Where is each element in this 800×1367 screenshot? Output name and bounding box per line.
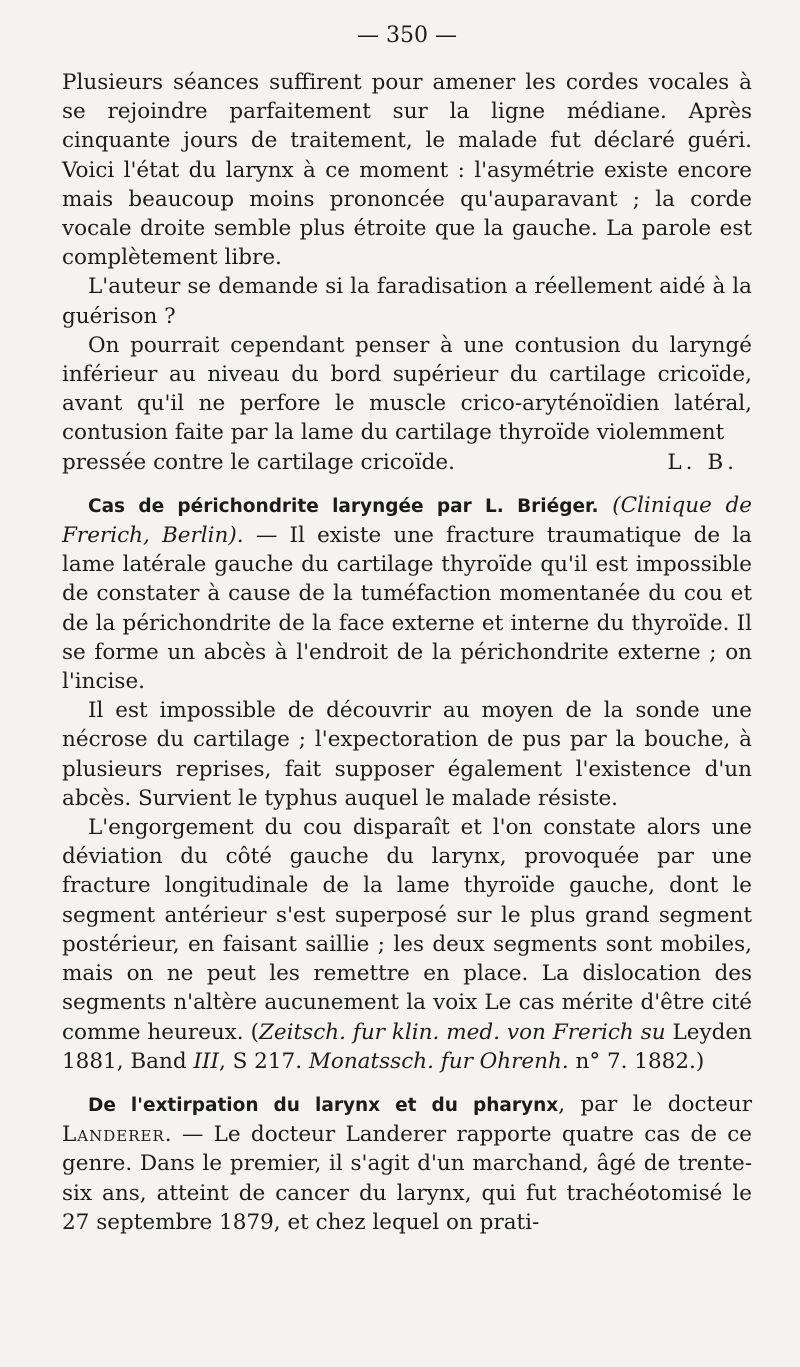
section-3-heading: De l'extirpation du larynx et du pharynx (88, 1094, 559, 1116)
section-2-paragraph-2: Il est impossible de découvrir au moyen de la sonde une nécrose du cartilage ; l'expectoration de pus par la bouche, à plusieurs reprises, fait supposer également l'existence d'un abcès. Survient le typhus auquel le malade résiste. (62, 698, 752, 811)
reference-volume: III (193, 1048, 219, 1074)
section-2-paragraph-3 (62, 813, 752, 1076)
reference-journal-1: Zeitsch. fur klin. med. von Frerich su (258, 1019, 666, 1045)
paragraph-2: L'auteur se demande si la faradisation a réellement aidé à la guérison ? (62, 274, 752, 329)
paragraph-3-text: On pourrait cependant penser à une contusion du laryngé inférieur au niveau du bord supérieur du cartilage cricoïde, avant qu'il ne perfore le muscle crico-aryténoïdien latéral, contusion faite par la lame du cartilage thyroïde violemment (62, 332, 752, 446)
page-number: — 350 — (357, 23, 457, 48)
paragraph-1: Plusieurs séances suffirent pour amener les cordes vocales à se rejoindre parfaitement sur la ligne médiane. Après cinquante jours de traitement, le malade fut déclaré guéri. Voici l'état du larynx à ce moment : l'asymétrie existe encore mais beaucoup moins prononcée qu'auparavant ; la corde vocale droite semble plus étroite que la gauche. La parole est complètement libre. (62, 70, 752, 271)
reference-part-4: , S 217. (218, 1048, 309, 1074)
section-2-intro (62, 491, 752, 696)
reference-part-2: Leyden 1881, Band (62, 1019, 752, 1074)
section-2-source: (Clinique de Frerich, Berlin). (62, 492, 753, 549)
section-2-heading: Cas de périchondrite laryngée par L. Briéger. (88, 495, 599, 517)
reference-journal-2: Monatssch. fur Ohrenh. (308, 1048, 569, 1074)
section-gap-2 (62, 1076, 752, 1090)
paragraph-3-last-line (62, 448, 752, 477)
reference-part-6: n° 7. 1882.) (568, 1048, 705, 1074)
section-3-intro (62, 1090, 752, 1237)
section-3-author: Landerer (62, 1122, 165, 1148)
section-3-author-prefix: , par le docteur (558, 1091, 752, 1117)
section-gap (62, 477, 752, 491)
paragraph-3 (62, 331, 752, 448)
section-2-text: — Il existe une fracture traumatique de la lame latérale gauche du cartilage thyroïde qu'il est impossible de constater à cause de la tuméfaction momentanée du cou et de la périchondrite de la face externe et interne du thyroïde. Il se forme un abcès à l'endroit de la périchondrite externe ; on l'incise. (62, 523, 752, 695)
section-2-paragraph-3-text: L'engorgement du cou disparaît et l'on constate alors une déviation du côté gauche du larynx, provoquée par une fracture longitudinale de la lame thyroïde gauche, dont le segment antérieur s'est superposé sur le plus grand segment postérieur, en faisant saillie ; les deux segments sont mobiles, mais on ne peut les remettre en place. La dislocation des segments n'altère aucunement la voix Le cas mérite d'être cité comme heureux. ( (62, 815, 752, 1045)
author-signature: L. B. (667, 449, 738, 475)
section-3-text: . — Le docteur Landerer rapporte quatre cas de ce genre. Dans le premier, il s'agit d'un marchand, âgé de trente-six ans, atteint de cancer du larynx, qui fut trachéotomisé le 27 septembre 1879, et chez lequel on prati- (62, 1122, 752, 1235)
paragraph-3-last-text: pressée contre le cartilage cricoïde. (62, 449, 455, 475)
